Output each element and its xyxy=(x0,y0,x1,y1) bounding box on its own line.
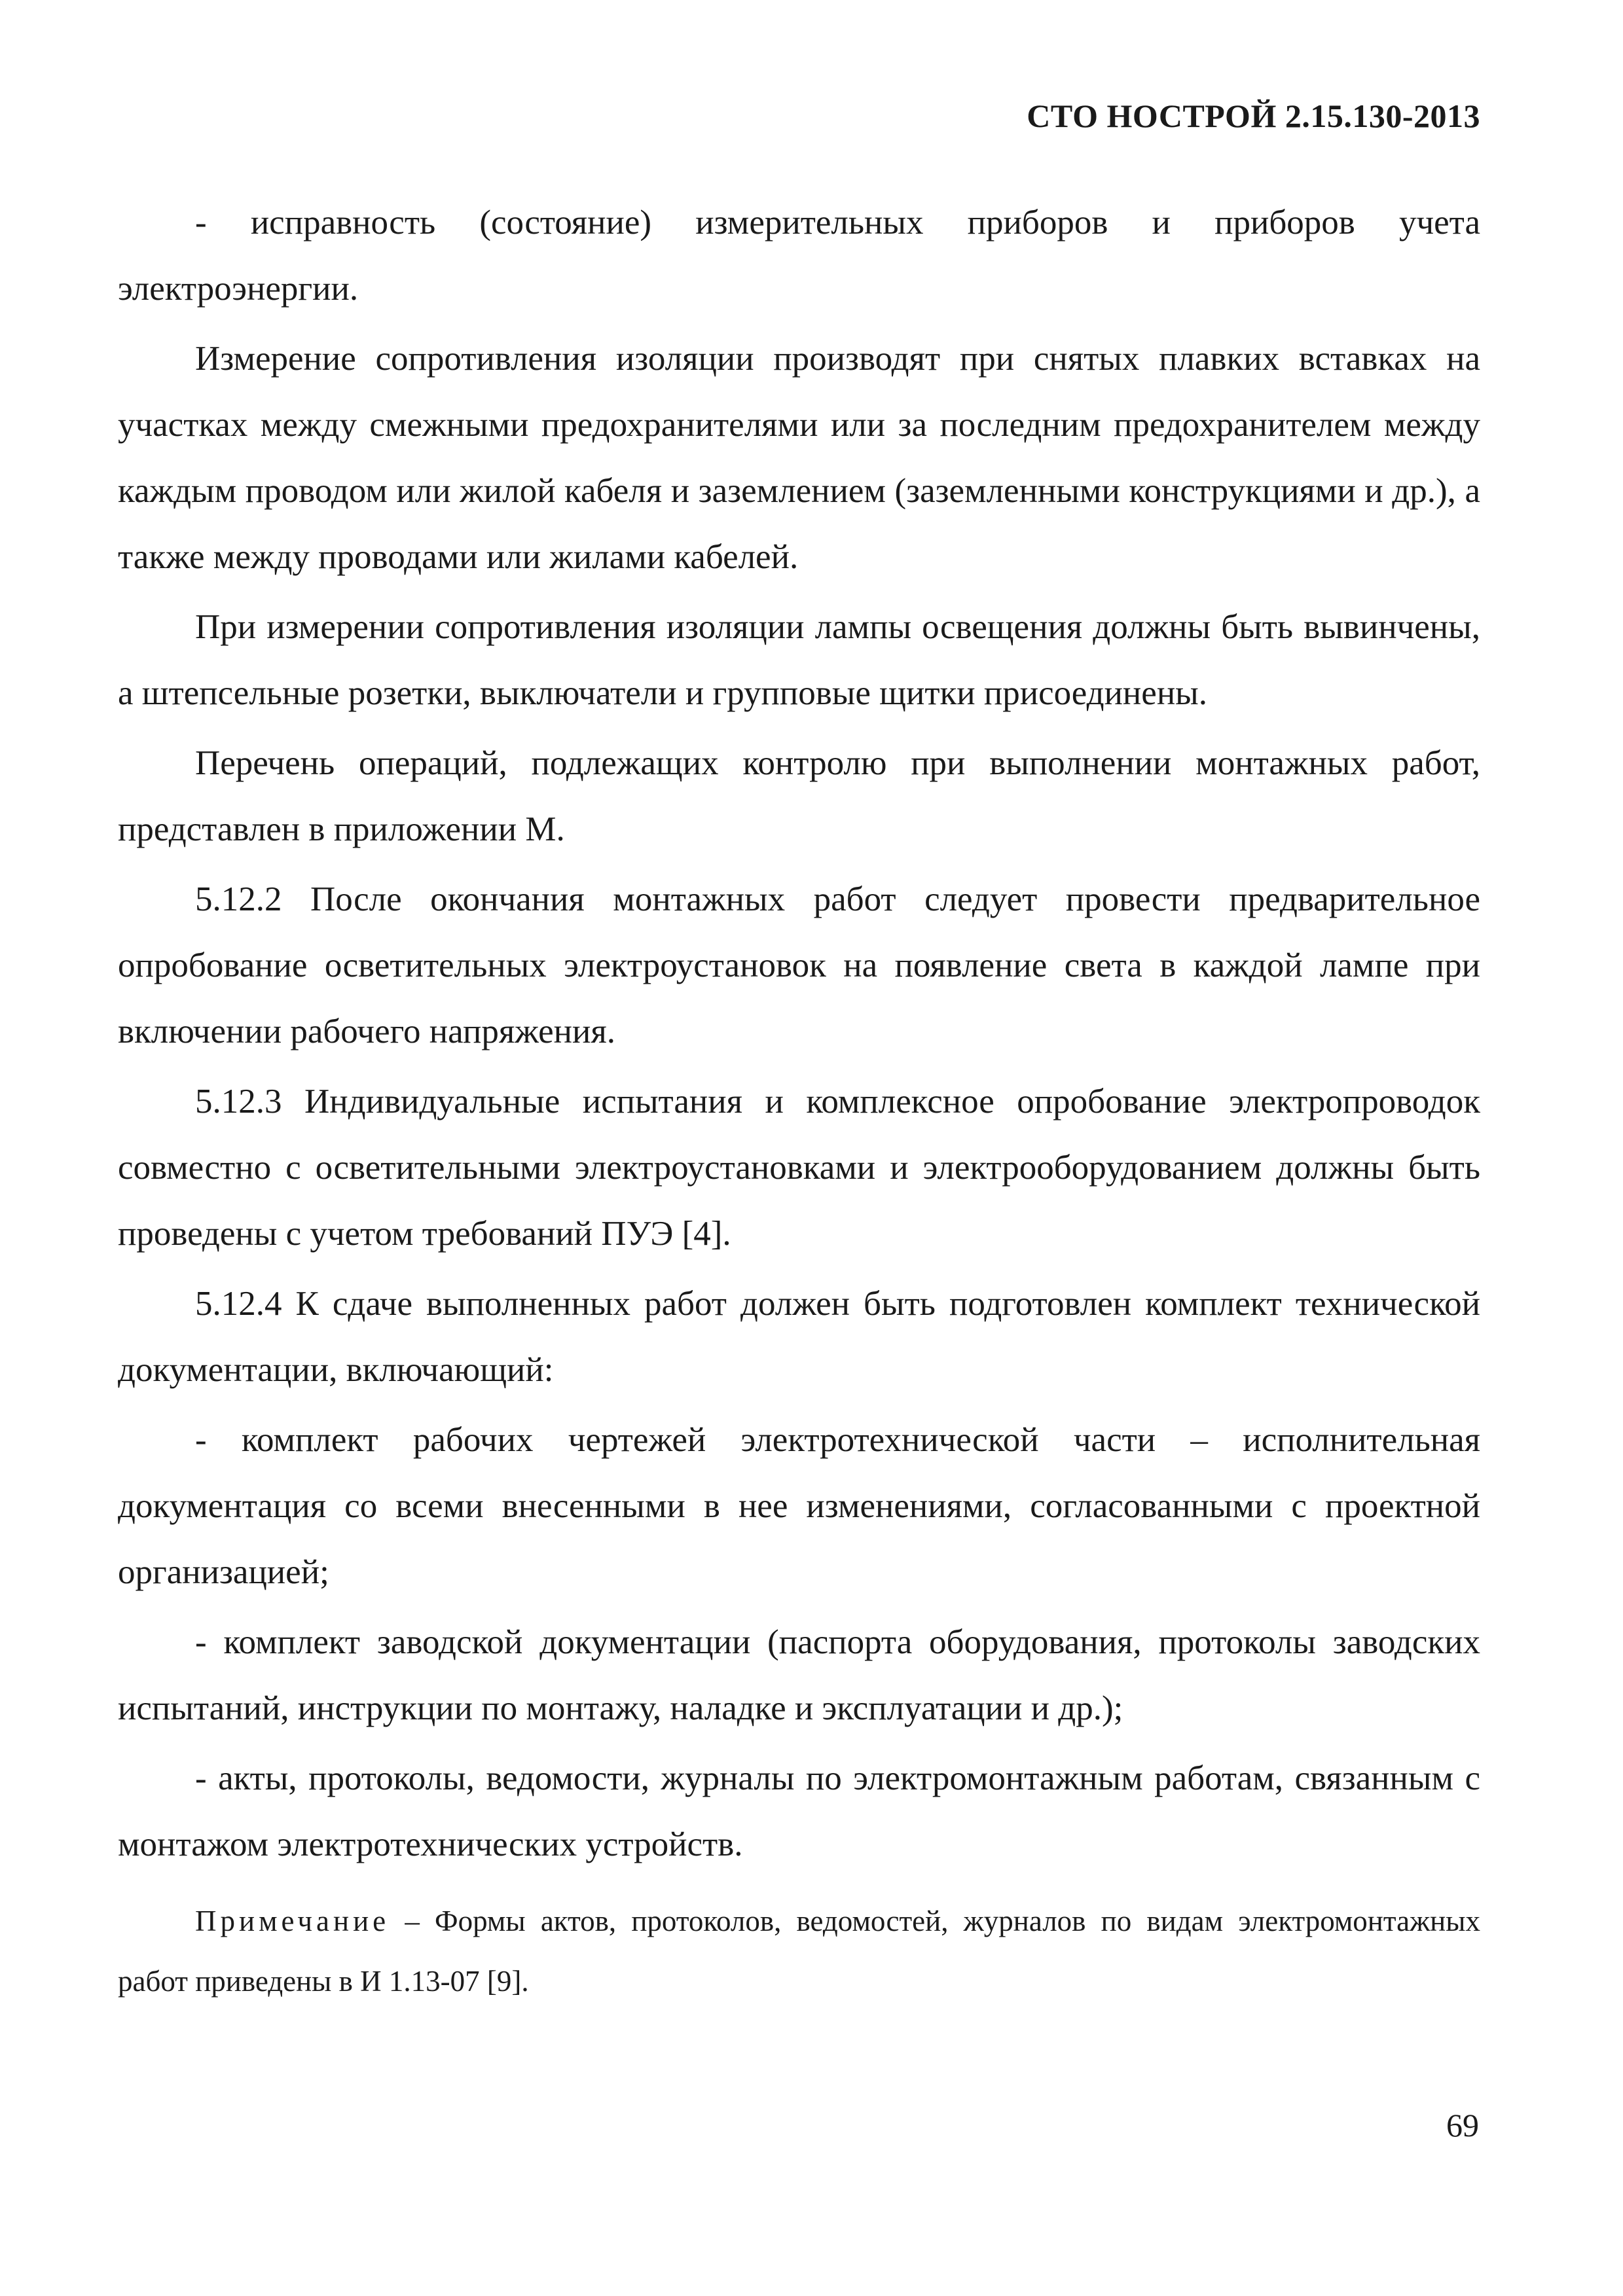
list-item-working-drawings: - комплект рабочих чертежей электротехнической части – исполнительная документация со всеми внесенными в нее изменениями, согласованными с проектной организацией; xyxy=(118,1421,1480,1591)
paragraph-lamp-removal: При измерении сопротивления изоляции лампы освещения должны быть вывинчены, а штепсельные розетки, выключатели и групповые щитки присоединены. xyxy=(118,608,1480,712)
document-code-header: СТО НОСТРОЙ 2.15.130-2013 xyxy=(1027,98,1480,134)
document-body xyxy=(118,190,1480,2011)
list-item-acts-protocols: - акты, протоколы, ведомости, журналы по электромонтажным работам, связанным с монтажом электротехнических устройств. xyxy=(118,1759,1480,1863)
note-label: Примечание xyxy=(195,1905,390,1937)
paragraph-instrument-condition: - исправность (состояние) измерительных приборов и приборов учета электроэнергии. xyxy=(118,204,1480,308)
note-text: – Формы актов, протоколов, ведомостей, журналов по видам электромонтажных работ приведены в И 1.13-07 [9]. xyxy=(118,1905,1480,1998)
paragraph-operations-list: Перечень операций, подлежащих контролю при выполнении монтажных работ, представлен в приложении М. xyxy=(118,744,1480,848)
paragraph-insulation-measurement: Измерение сопротивления изоляции производят при снятых плавких вставках на участках между смежными предохранителями или за последним предохранителем между каждым проводом или жилой кабеля и заземлением (заземленными конструкциями и др.), а также между проводами или жилами кабелей. xyxy=(118,340,1480,576)
page-number: 69 xyxy=(1446,2107,1479,2144)
paragraph-clause-5-12-2: 5.12.2 После окончания монтажных работ следует провести предварительное опробование осветительных электроустановок на появление света в каждой лампе при включении рабочего напряжения. xyxy=(118,880,1480,1050)
note-paragraph xyxy=(118,1891,1480,2011)
list-item-factory-documentation: - комплект заводской документации (паспорта оборудования, протоколы заводских испытаний, инструкции по монтажу, наладке и эксплуатации и др.); xyxy=(118,1623,1480,1727)
paragraph-clause-5-12-4: 5.12.4 К сдаче выполненных работ должен быть подготовлен комплект технической документации, включающий: xyxy=(118,1285,1480,1389)
paragraph-clause-5-12-3: 5.12.3 Индивидуальные испытания и комплексное опробование электропроводок совместно с осветительными электроустановками и электрооборудованием должны быть проведены с учетом требований ПУЭ [4]. xyxy=(118,1083,1480,1253)
